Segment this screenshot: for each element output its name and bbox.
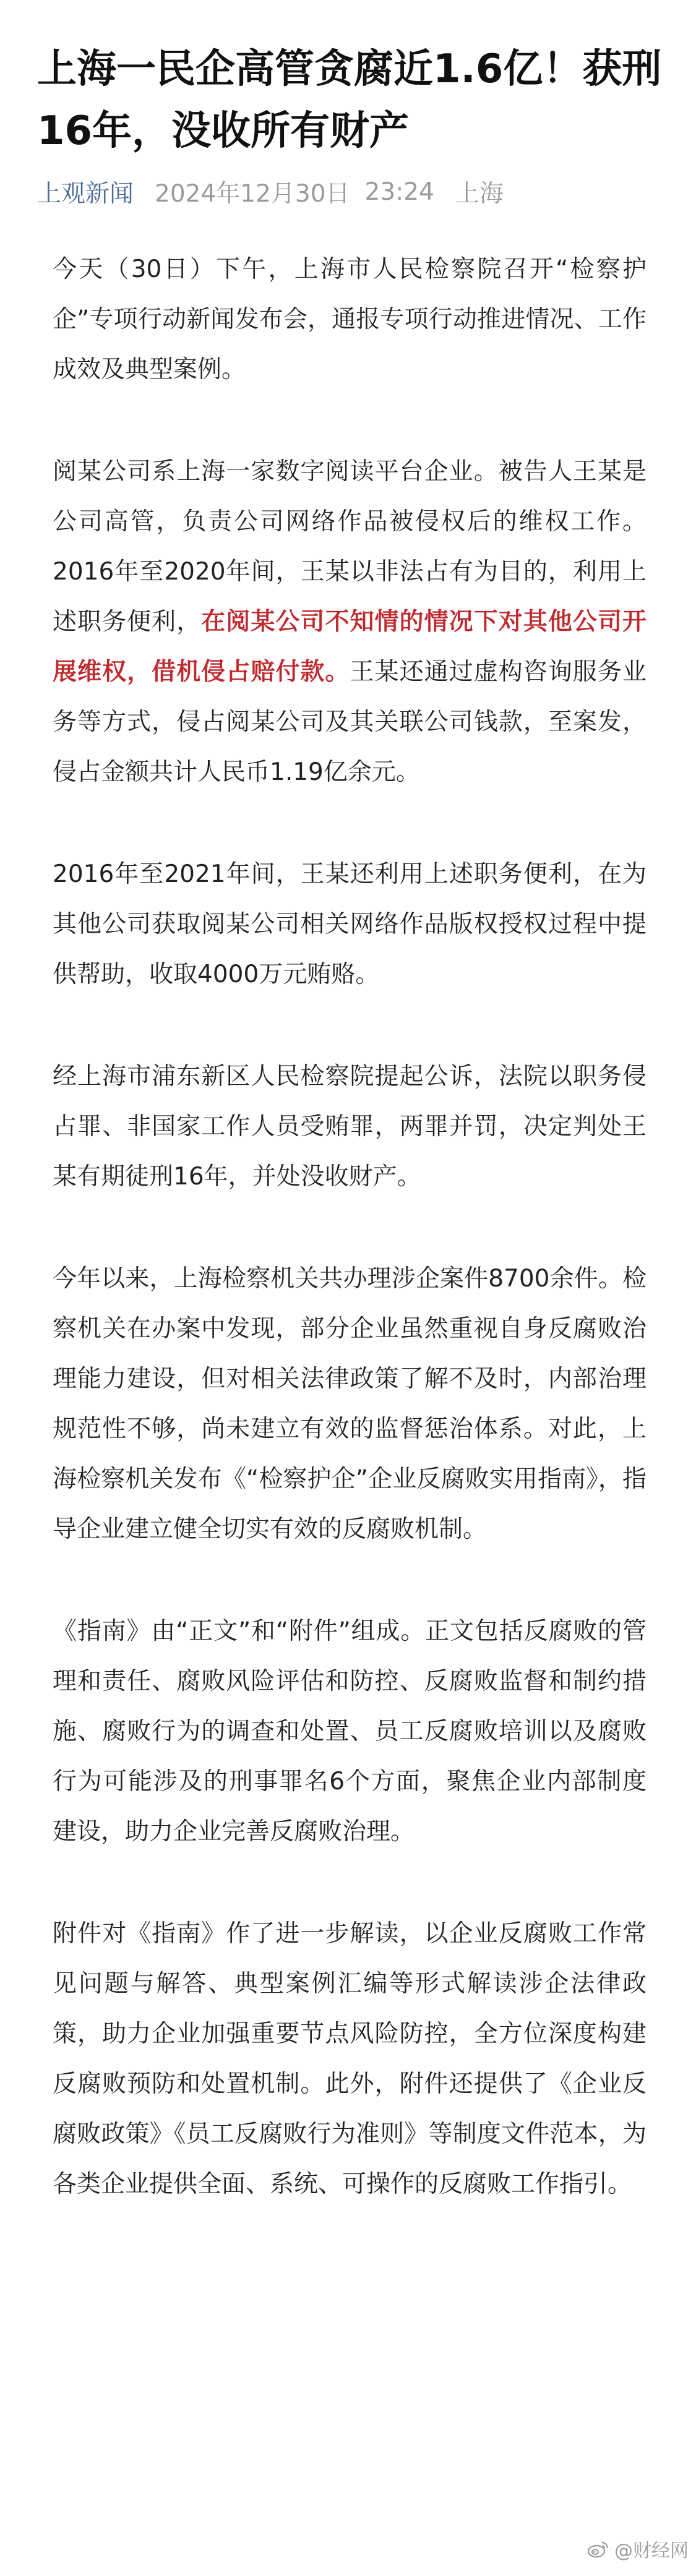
paragraph-2-text: 阅某公司系上海一家数字阅读平台企业。被告人王某是公司高管，负责公司网络作品被侵权后的维权工作。2016年至2020年间，王某以非法占有为目的，利用上述职务便利， bbox=[53, 458, 647, 636]
watermark bbox=[587, 2535, 689, 2562]
paragraph-2 bbox=[53, 447, 647, 797]
weibo-icon bbox=[587, 2540, 609, 2558]
paragraph-3: 2016年至2021年间，王某还利用上述职务便利，在为其他公司获取阅某公司相关网络作品版权授权过程中提供帮助，收取4000万元贿赂。 bbox=[53, 860, 647, 988]
article-title: 上海一民企高管贪腐近1.6亿！获刑16年，没收所有财产 bbox=[37, 46, 662, 154]
paragraph-4: 经上海市浦东新区人民检察院提起公诉，法院以职务侵占罪、非国家工作人员受贿罪，两罪并罚，决定判处王某有期徒刑16年，并处没收财产。 bbox=[53, 1063, 647, 1191]
paragraph-7: 附件对《指南》作了进一步解读，以企业反腐败工作常见问题与解答、典型案例汇编等形式解读涉企法律政策，助力企业加强重要节点风险防控，全方位深度构建反腐败预防和处置机制。此外，附件还提供了《企业反腐败政策》《员工反腐败行为准则》等制度文件范本，为各类企业提供全面、系统、可操作的反腐败工作指引。 bbox=[53, 1920, 647, 2198]
source-link[interactable]: 上观新闻 bbox=[37, 180, 134, 208]
watermark-text: @财经网 bbox=[614, 2540, 689, 2562]
paragraph-6: 《指南》由“正文”和“附件”组成。正文包括反腐败的管理和责任、腐败风险评估和防控、反腐败监督和制约措施、腐败行为的调查和处置、员工反腐败培训以及腐败行为可能涉及的刑事罪名6个方面，聚焦企业内部制度建设，助力企业完善反腐败治理。 bbox=[53, 1617, 647, 1846]
publish-date: 2024年12月30日 bbox=[155, 180, 350, 208]
publish-time: 23:24 bbox=[364, 178, 434, 206]
article-meta bbox=[37, 173, 504, 210]
paragraph-5: 今年以来，上海检察机关共办理涉企案件8700余件。检察机关在办案中发现，部分企业虽然重视自身反腐败治理能力建设，但对相关法律政策了解不及时，内部治理规范性不够，尚未建立有效的监督惩治体系。对此，上海检察机关发布《“检察护企”企业反腐败实用指南》，指导企业建立健全切实有效的反腐败机制。 bbox=[53, 1265, 647, 1543]
article-body bbox=[53, 244, 647, 2261]
paragraph-2-text-end: 王某还通过虚构咨询服务业务等方式，侵占阅某公司及其关联公司钱款，至案发，侵占金额共计人民币1.19亿余元。 bbox=[53, 658, 647, 786]
paragraph-1: 今天（30日）下午，上海市人民检察院召开“检察护企”专项行动新闻发布会，通报专项行动推进情况、工作成效及典型案例。 bbox=[53, 255, 647, 383]
publish-location: 上海 bbox=[455, 180, 504, 208]
highlighted-text: 在阅某公司不知情的情况下对其他公司开展维权，借机侵占赔付款。 bbox=[53, 608, 647, 686]
